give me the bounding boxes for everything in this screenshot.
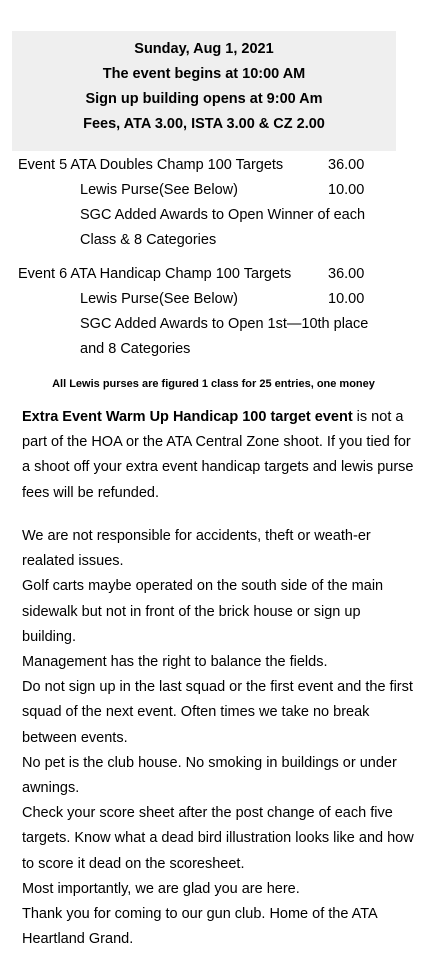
purse-price: 10.00: [328, 291, 365, 307]
event-price: 36.00: [328, 266, 365, 282]
awards-line: and 8 Categories: [80, 341, 191, 357]
rule-item: Golf carts maybe operated on the south side of the main sidewalk but not in front of the brick house or sign up building.: [22, 578, 384, 645]
event-title: Event 5 ATA Doubles Champ 100 Targets: [18, 157, 284, 173]
rule-item: No pet is the club house. No smoking in buildings or under awnings.: [22, 754, 397, 797]
header-box: [12, 31, 396, 151]
rule-item: We are not responsible for accidents, theft or weath-er realated issues.: [22, 528, 371, 570]
signup-open-time: Sign up building opens at 9:00 Am: [85, 91, 323, 107]
awards-line: SGC Added Awards to Open 1st—10th place: [80, 316, 369, 332]
purse-note: All Lewis purses are figured 1 class for 25 entries, one money: [52, 378, 375, 390]
rule-item: Thank you for coming to our gun club. Home of the ATA Heartland Grand.: [22, 906, 377, 948]
rule-item: Management has the right to balance the fields.: [22, 654, 328, 671]
event-date: Sunday, Aug 1, 2021: [134, 41, 274, 57]
event-price: 36.00: [328, 157, 365, 173]
rule-item: Check your score sheet after the post change of each five targets. Know what a dead bird illustration looks like and how to score it dead on the scoresheet.: [22, 805, 414, 872]
awards-line: SGC Added Awards to Open Winner of each: [80, 207, 366, 223]
purse-label: Lewis Purse(See Below): [80, 291, 238, 307]
awards-line: Class & 8 Categories: [80, 232, 217, 248]
event-title: Event 6 ATA Handicap Champ 100 Targets: [18, 266, 292, 282]
event-start-time: The event begins at 10:00 AM: [102, 66, 306, 82]
extra-event-paragraph: [22, 405, 414, 506]
event-fees: Fees, ATA 3.00, ISTA 3.00 & CZ 2.00: [83, 116, 325, 132]
extra-event-text: is not a part of the HOA or the ATA Central Zone shoot. If you tied for a shoot off your extra event handicap targets and lewis purse fees will be refunded.: [22, 409, 414, 501]
rule-item: Do not sign up in the last squad or the first event and the first squad of the next event. Often times we take no break between events.: [22, 679, 413, 746]
purse-price: 10.00: [328, 182, 365, 198]
rules-list: [22, 524, 414, 952]
extra-event-title: Extra Event Warm Up Handicap 100 target event: [22, 409, 353, 425]
rule-item: Most importantly, we are glad you are here.: [22, 880, 300, 897]
purse-label: Lewis Purse(See Below): [80, 182, 238, 198]
